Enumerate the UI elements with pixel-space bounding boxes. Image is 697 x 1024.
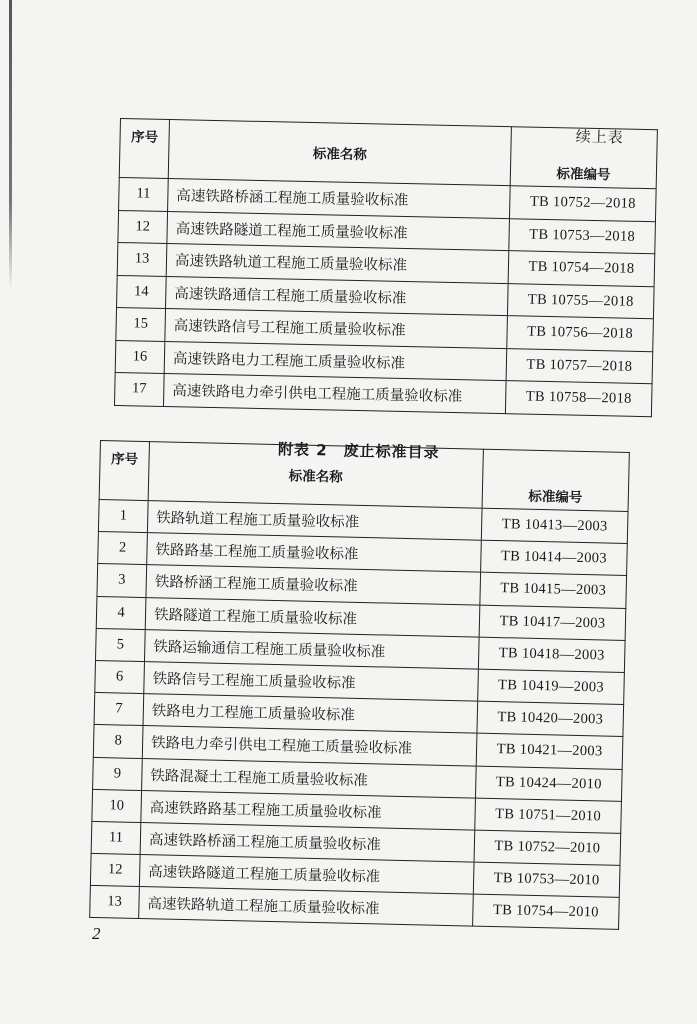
row-number: 6 [95,660,145,693]
standard-code: TB 10424—2010 [475,766,622,801]
standard-name: 铁路运输通信工程施工质量验收标准 [144,629,479,669]
row-number: 7 [94,693,144,726]
standard-name: 铁路隧道工程施工质量验收标准 [145,597,480,637]
standard-code: TB 10414—2003 [481,540,628,575]
row-number: 3 [97,564,147,597]
standard-name: 铁路电力牵引供电工程施工质量验收标准 [142,726,477,766]
standard-code: TB 10754—2018 [508,251,655,287]
header-code: 标准编号 [482,449,629,511]
standard-name: 铁路路基工程施工质量验收标准 [147,533,482,573]
standard-name: 铁路混凝土工程施工质量验收标准 [142,758,477,798]
standard-name: 高速铁路桥涵工程施工质量验收标准 [140,822,475,862]
header-name: 标准名称 [148,442,483,509]
standard-name: 铁路信号工程施工质量验收标准 [144,662,479,702]
standards-table-continued [114,118,658,417]
row-number: 13 [117,242,167,276]
standard-name: 高速铁路电力牵引供电工程施工质量验收标准 [163,373,506,413]
standard-name: 铁路电力工程施工质量验收标准 [143,694,478,734]
standard-code: TB 10751—2010 [475,798,622,833]
row-number: 8 [93,725,143,758]
row-number: 9 [93,757,143,790]
abolished-standards-table [89,440,630,930]
standard-code: TB 10752—2010 [474,830,621,865]
standard-name: 高速铁路隧道工程施工质量验收标准 [139,855,474,895]
row-number: 14 [117,275,167,309]
standard-name: 高速铁路电力工程施工质量验收标准 [164,341,507,381]
standards-table-abolished [89,440,630,930]
standard-name: 高速铁路轨道工程施工质量验收标准 [166,244,509,284]
header-name: 标准名称 [168,120,511,186]
standard-code: TB 10418—2003 [478,637,625,672]
continued-label: 续上表 [575,127,624,147]
standard-code: TB 10413—2003 [481,508,628,543]
row-number: 15 [116,307,166,341]
row-number: 17 [114,372,164,406]
row-number: 11 [119,177,169,211]
standard-name: 高速铁路轨道工程施工质量验收标准 [139,887,474,927]
row-number: 2 [98,532,148,565]
standard-name: 铁路轨道工程施工质量验收标准 [147,501,482,541]
header-no: 序号 [119,119,169,179]
row-number: 1 [98,499,148,532]
binding-line [9,0,12,290]
page-number: 2 [92,924,101,943]
row-number: 5 [95,628,145,661]
standard-name: 铁路桥涵工程施工质量验收标准 [146,565,481,605]
standard-name: 高速铁路通信工程施工质量验收标准 [166,276,509,316]
row-number: 10 [92,789,142,822]
header-code: 标准编号 [510,127,657,189]
row-number: 16 [115,340,165,374]
standard-code: TB 10417—2003 [479,605,626,640]
standard-code: TB 10757—2018 [506,348,653,384]
standard-code: TB 10755—2018 [507,283,654,319]
appendix-title: 附表 2 废止标准目录 [277,440,440,462]
standard-name: 高速铁路信号工程施工质量验收标准 [165,308,508,348]
standard-code: TB 10754—2010 [473,894,620,929]
header-no: 序号 [99,441,149,501]
standard-name: 高速铁路隧道工程施工质量验收标准 [167,211,510,251]
standard-name: 高速铁路桥涵工程施工质量验收标准 [168,179,511,219]
standard-code: TB 10752—2018 [509,186,656,222]
standard-code: TB 10420—2003 [477,701,624,736]
row-number: 13 [90,886,140,919]
standard-code: TB 10756—2018 [507,316,654,352]
standard-code: TB 10419—2003 [478,669,625,704]
row-number: 12 [90,853,140,886]
row-number: 11 [91,821,141,854]
standard-name: 高速铁路路基工程施工质量验收标准 [141,790,476,830]
standard-code: TB 10415—2003 [480,573,627,608]
row-number: 4 [96,596,146,629]
standard-code: TB 10753—2018 [509,218,656,254]
standard-code: TB 10753—2010 [473,862,620,897]
continued-table [114,118,658,417]
standard-code: TB 10758—2018 [505,381,652,417]
row-number: 12 [118,210,168,244]
standard-code: TB 10421—2003 [476,733,623,768]
